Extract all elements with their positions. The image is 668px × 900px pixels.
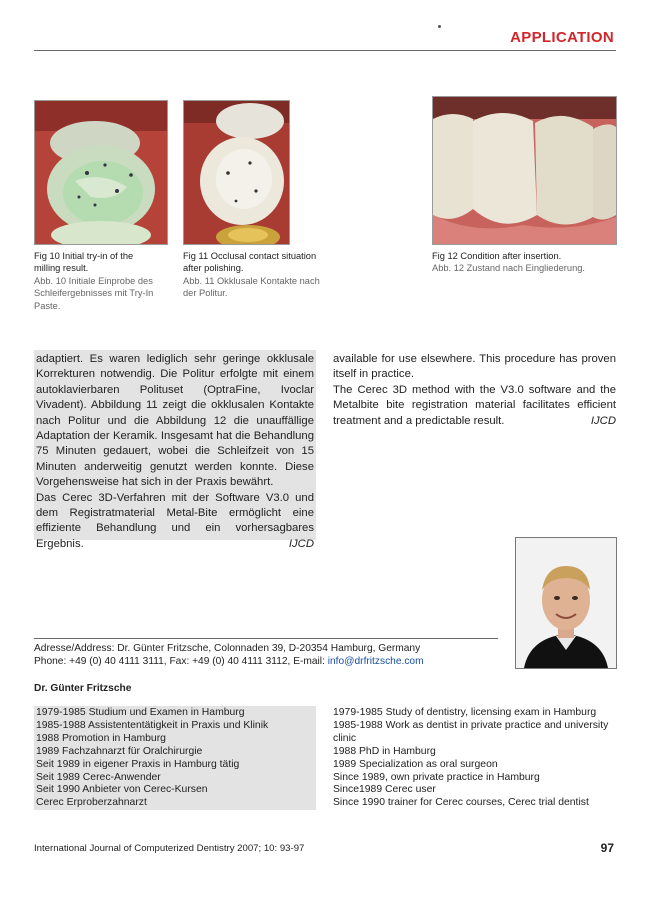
address-line-2 [34, 655, 504, 668]
bio-en-item: Since 1989, own private practice in Hamburg [333, 771, 540, 783]
figure-11-caption [183, 250, 323, 300]
german-body-text [36, 352, 314, 552]
bio-de-item: Cerec Erproberzahnarzt [36, 797, 147, 809]
bio-de-item: 1979-1985 Studium und Examen in Hamburg [36, 707, 245, 718]
address-block [34, 642, 504, 668]
bio-de-item: Seit 1989 Cerec-Anwender [36, 771, 161, 783]
author-name: Dr. Günter Fritzsche [34, 683, 132, 694]
address-rule [34, 638, 498, 639]
figure-11-caption-en: Fig 11 Occlusal contact situation after polishing. [183, 251, 317, 274]
page-number: 97 [600, 841, 614, 855]
bio-en-item: 1988 PhD in Hamburg [333, 745, 436, 757]
german-paragraph-2-text: Das Cerec 3D-Verfahren mit der Software V3.0 und dem Registratmaterial Metal-Bite ermöglicht eine effiziente Behandlung und ein vorhersagbares Ergebnis. [36, 491, 314, 550]
bio-en-item: 1989 Specialization as oral surgeon [333, 758, 498, 770]
figure-10-caption-de: Abb. 10 Initiale Einprobe des Schleifergebnisses mit Try-In Paste. [34, 275, 154, 311]
address-label: Adresse/Address: [34, 643, 115, 654]
bio-en-item: Since 1990 trainer for Cerec courses, Cerec trial dentist [333, 797, 589, 809]
bio-en-item: Since1989 Cerec user [333, 784, 436, 796]
figure-12-caption-en: Fig 12 Condition after insertion. [432, 251, 562, 261]
english-paragraph-2-text: The Cerec 3D method with the V3.0 software and the Metalbite bite registration material facilitates efficient treatment and a predictable result. [333, 383, 616, 427]
bio-de-item: 1989 Fachzahnarzt für Oralchirurgie [36, 745, 203, 757]
bio-de-item: Seit 1990 Anbieter von Cerec-Kursen [36, 784, 208, 796]
figure-10-caption-en: Fig 10 Initial try-in of the milling result. [34, 251, 134, 274]
bio-german [36, 707, 314, 810]
figure-12-photo [432, 96, 617, 245]
author-portrait [515, 537, 617, 669]
english-body-text [333, 352, 616, 429]
figure-10-photo [34, 100, 168, 245]
decorative-dot [438, 25, 441, 28]
english-paragraph-2 [333, 383, 616, 429]
header-rule [34, 50, 616, 51]
signature-de: IJCD [288, 537, 314, 550]
address-line-1 [34, 642, 504, 655]
signature-en: IJCD [590, 414, 616, 427]
bio-de-item: 1985-1988 Assistententätigkeit in Praxis und Klinik [36, 719, 269, 731]
figure-11-photo [183, 100, 290, 245]
bio-en-item: 1985-1988 Work as dentist in private practice and university clinic [333, 719, 609, 744]
bio-de-item: 1988 Promotion in Hamburg [36, 732, 166, 744]
bio-en-item: 1979-1985 Study of dentistry, licensing exam in Hamburg [333, 707, 597, 718]
english-paragraph-1: available for use elsewhere. This procedure has proven itself in practice. [333, 353, 616, 381]
figure-11-caption-de: Abb. 11 Okklusale Kontakte nach der Politur. [183, 275, 320, 299]
figure-10-caption [34, 250, 158, 312]
section-title: APPLICATION [510, 29, 614, 46]
german-paragraph-2 [36, 491, 314, 553]
phone-fax: Phone: +49 (0) 40 4111 3111, Fax: +49 (0) 40 4111 3112, E-mail: [34, 656, 328, 668]
bio-english [333, 707, 616, 810]
figure-12-caption [432, 250, 615, 275]
german-paragraph-1: adaptiert. Es waren lediglich sehr geringe okklusale Korrekturen notwendig. Die Politur erfolgte mit einem autoklavierbaren Polituset (OptraFine, Ivoclar Vivadent). Abbildung 11 zeigt die okklusalen Kontakte nach Politur und die Abbildung 12 die unauffällige Adaptation der Keramik. Insgesamt hat die Behandlung 75 Minuten gedauert, wobei die Schleifzeit von 15 Minuten anderweitig genutzt werden konnte. Diese Vorgehensweise hat sich in der Praxis bewährt. [36, 353, 314, 489]
address-street: Dr. Günter Fritzsche, Colonnaden 39, D-20354 Hamburg, Germany [114, 643, 421, 654]
figure-12-caption-de: Abb. 12 Zustand nach Eingliederung. [432, 263, 585, 274]
bio-de-item: Seit 1989 in eigener Praxis in Hamburg tätig [36, 758, 240, 770]
journal-citation: International Journal of Computerized Dentistry 2007; 10: 93-97 [34, 843, 305, 854]
email-link[interactable]: info@drfritzsche.com [327, 656, 424, 668]
